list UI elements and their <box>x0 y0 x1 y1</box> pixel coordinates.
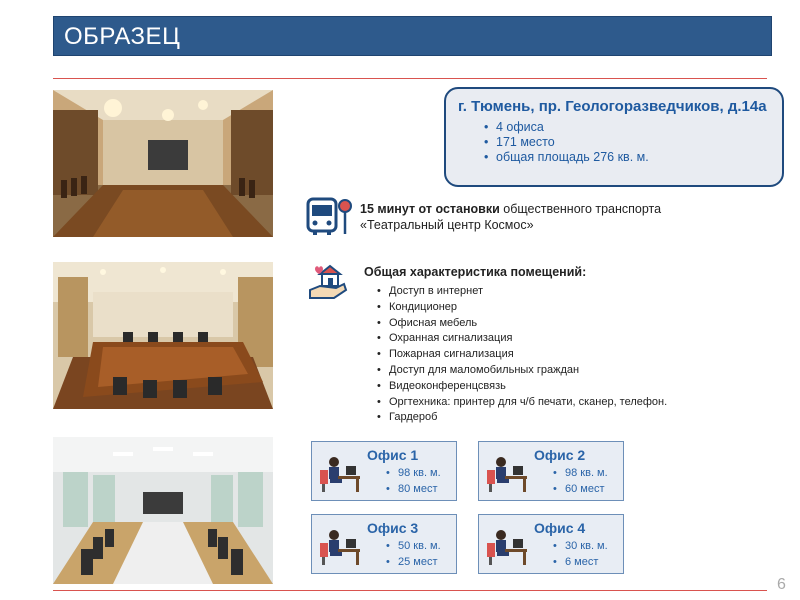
office-card-2 <box>478 441 624 501</box>
address-detail-area: • общая площадь 276 кв. м. <box>496 150 770 165</box>
office-area: • 50 кв. м. <box>398 538 441 554</box>
photo-banquet-hall <box>53 90 273 237</box>
address-title: г. Тюмень, пр. Геологоразведчиков, д.14а <box>458 98 767 115</box>
feature-item: • Офисная мебель <box>389 316 667 332</box>
photo-conference-room <box>53 262 273 409</box>
office-area: • 98 кв. м. <box>398 465 441 481</box>
office-worker-icon <box>485 454 529 494</box>
office-worker-icon <box>318 454 362 494</box>
office-area: • 30 кв. м. <box>565 538 608 554</box>
divider-top <box>53 78 767 79</box>
office-worker-icon <box>318 527 362 567</box>
bus-stop-icon <box>305 196 353 236</box>
office-area: • 98 кв. м. <box>565 465 608 481</box>
slide-title-bar <box>53 16 772 56</box>
house-hand-icon <box>306 260 348 302</box>
photo-meeting-room <box>53 437 273 584</box>
features-list <box>389 284 667 426</box>
office-name: Офис 2 <box>534 447 586 463</box>
address-detail-seats: • 171 место <box>496 135 770 150</box>
transport-info <box>360 201 661 233</box>
address-details <box>458 120 770 165</box>
office-details <box>565 465 608 497</box>
feature-item: • Видеоконференцсвязь <box>389 379 667 395</box>
feature-item: • Оргтехника: принтер для ч/б печати, сканер, телефон. <box>389 395 667 411</box>
office-seats: • 6 мест <box>565 554 608 570</box>
transport-time: 15 минут от остановки <box>360 202 500 216</box>
address-card <box>444 87 784 187</box>
office-details <box>398 465 441 497</box>
office-name: Офис 3 <box>367 520 419 536</box>
feature-item: • Охранная сигнализация <box>389 331 667 347</box>
transport-rest: общественного транспорта <box>499 202 662 216</box>
office-seats: • 60 мест <box>565 481 608 497</box>
transport-stop-name: «Театральный центр Космос» <box>360 218 534 232</box>
office-card-4 <box>478 514 624 574</box>
office-worker-icon <box>485 527 529 567</box>
office-seats: • 80 мест <box>398 481 441 497</box>
office-details <box>398 538 441 570</box>
address-detail-offices: • 4 офиса <box>496 120 770 135</box>
page-number: 6 <box>777 576 786 593</box>
feature-item: • Гардероб <box>389 410 667 426</box>
divider-bottom <box>53 590 767 591</box>
features-title: Общая характеристика помещений: <box>364 265 587 279</box>
feature-item: • Доступ в интернет <box>389 284 667 300</box>
office-card-1 <box>311 441 457 501</box>
feature-item: • Доступ для маломобильных граждан <box>389 363 667 379</box>
feature-item: • Пожарная сигнализация <box>389 347 667 363</box>
office-card-3 <box>311 514 457 574</box>
office-name: Офис 4 <box>534 520 586 536</box>
slide-title: ОБРАЗЕЦ <box>64 23 181 50</box>
office-seats: • 25 мест <box>398 554 441 570</box>
office-details <box>565 538 608 570</box>
feature-item: • Кондиционер <box>389 300 667 316</box>
office-name: Офис 1 <box>367 447 419 463</box>
